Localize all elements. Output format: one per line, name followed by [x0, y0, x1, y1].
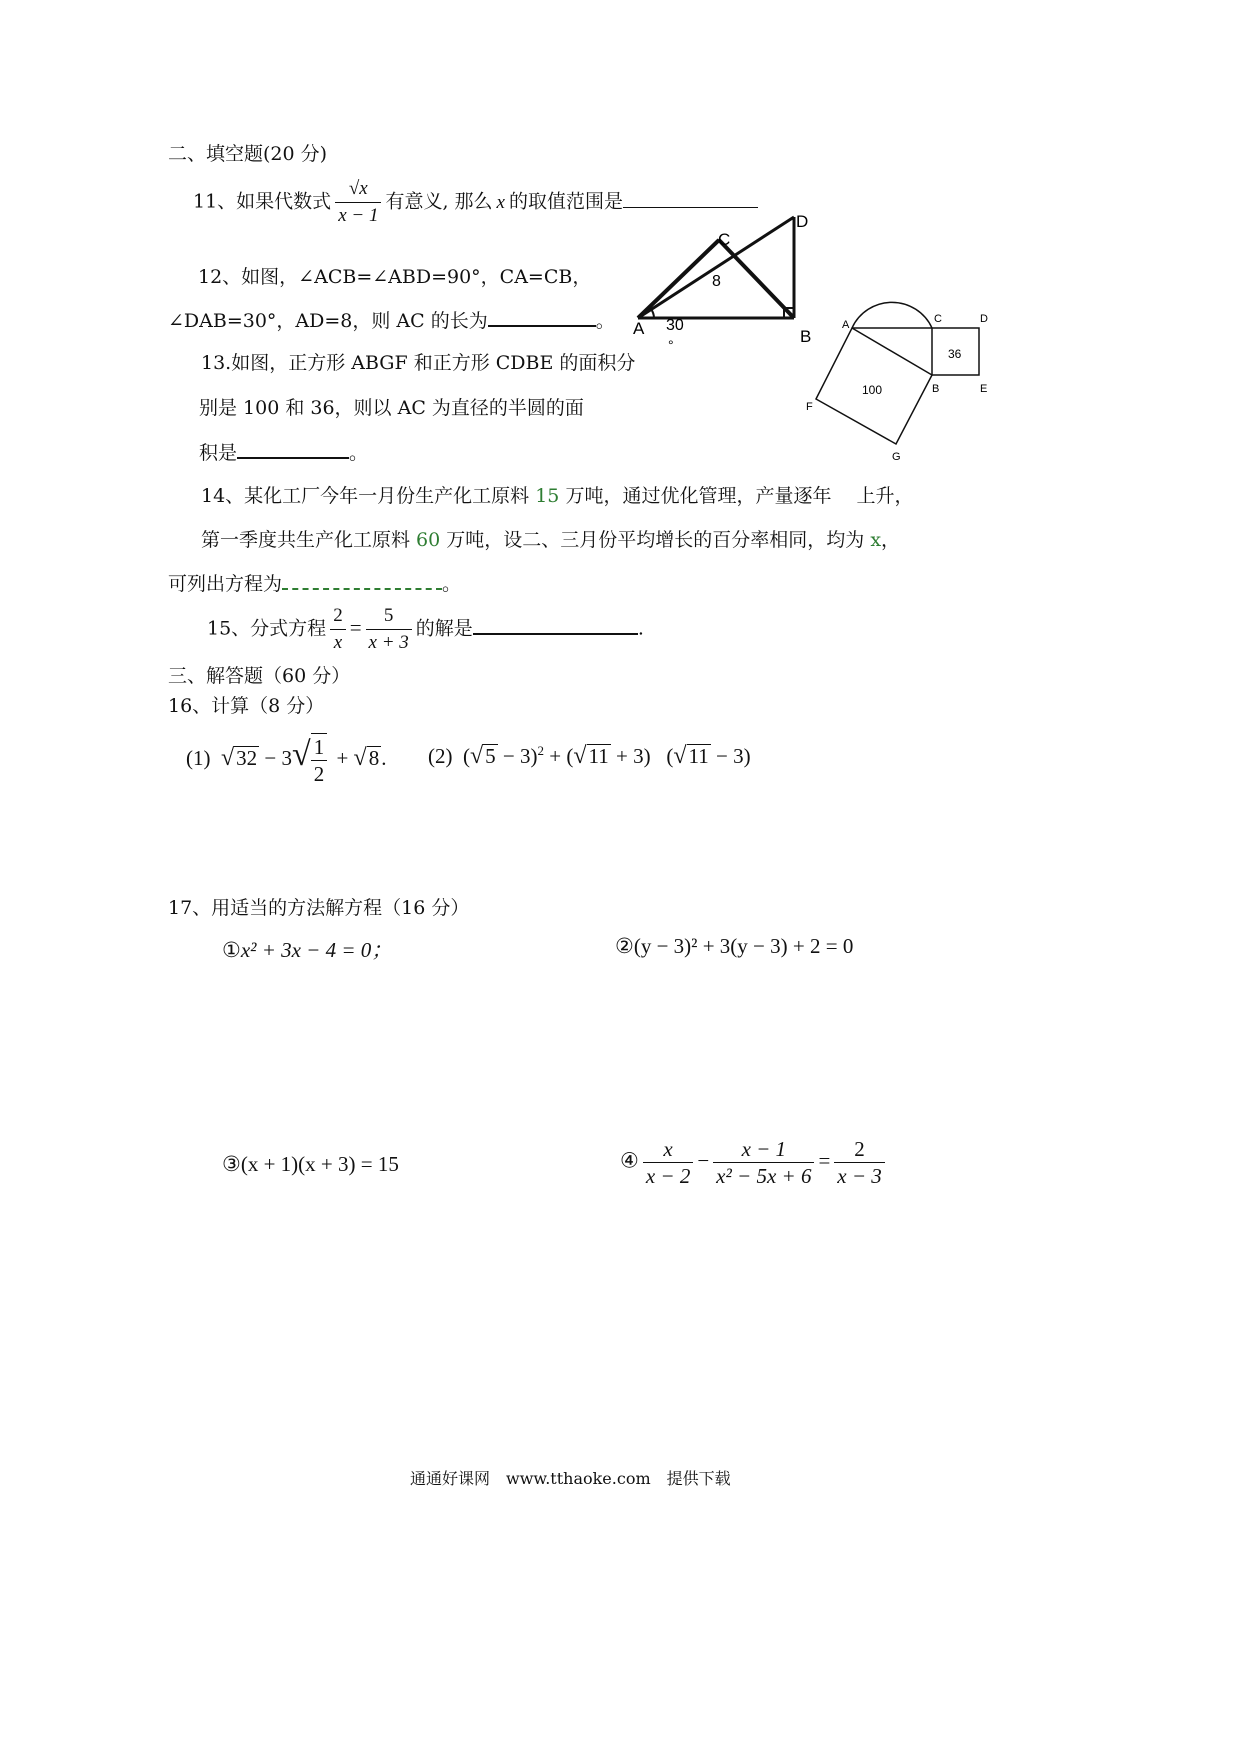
eq4-fraction-3: $\frac{2}{x - 3}$ — [834, 1136, 885, 1189]
q15-fraction-right: $\frac{5}{x + 3}$ — [366, 603, 412, 656]
section-3-title: 三、解答题（60 分） — [168, 665, 351, 687]
label-f: F — [806, 401, 813, 413]
radical-sign: √ — [470, 743, 484, 769]
radical-sign: √ — [221, 744, 235, 771]
q13-answer-blank[interactable] — [237, 439, 349, 459]
eq4-fraction-1: $\frac{x}{x - 2}$ — [643, 1136, 694, 1189]
q15-answer-blank[interactable] — [473, 615, 638, 635]
q13-line-1: 13.如图，正方形 ABGF 和正方形 CDBE 的面积分 — [201, 352, 636, 374]
q12-answer-blank[interactable] — [488, 307, 596, 327]
label-a: A — [842, 319, 850, 331]
q13-line-2: 别是 100 和 36，则以 AC 为直径的半圆的面 — [199, 397, 584, 419]
segment-ac — [638, 240, 719, 318]
q17-equation-4: ④ $\frac{x}{x - 2}$ − $\frac{x - 1}{\text{x² − 5x + 6}}$ = $\frac{2}{x - 3}$ — [620, 1136, 889, 1189]
q15-fraction-left: $\frac{2}{x}$ — [330, 603, 346, 656]
radical-sign: √ — [353, 744, 367, 771]
q16-part-2: (2) $(√5 - 3)^2 + (√11 + 3)$ (√11 − 3) — [428, 743, 751, 769]
q14-line-3: 可列出方程为 。 — [168, 569, 461, 596]
q11-fraction: $\frac{√x}{x - 1}$ — [335, 176, 381, 229]
label-length: 8 — [712, 273, 721, 290]
q11-variable: x — [496, 191, 505, 213]
label-c: C — [934, 313, 942, 325]
radical-sign: √ — [292, 735, 311, 773]
label-e: E — [980, 383, 988, 395]
label-c: C — [718, 230, 731, 249]
footer: 通通好课网 www.tthaoke.com 提供下载 — [410, 1469, 731, 1488]
q11-prefix: 11、如果代数式 — [193, 190, 332, 213]
label-d: D — [796, 212, 809, 231]
label-d: D — [980, 313, 988, 325]
q17-equation-1: ①x² + 3x − 4 = 0； — [222, 938, 393, 962]
q16-part-1: (1) √32 − 3√ $\frac{1}{2}$ + √8. — [186, 735, 387, 786]
q11-tail: 的取值范围是 — [508, 190, 623, 213]
radical-sign: √ — [673, 743, 687, 769]
label-area-100: 100 — [862, 383, 883, 397]
q16-fraction: $\frac{1}{2}$ — [311, 733, 328, 787]
label-g: G — [892, 451, 901, 463]
q16-title: 16、计算（8 分） — [168, 695, 325, 717]
q17-title: 17、用适当的方法解方程（16 分） — [168, 897, 470, 919]
eq4-fraction-2: $\frac{x - 1}{\text{x² − 5x + 6}}$ — [713, 1136, 814, 1189]
label-a: A — [633, 319, 645, 338]
q14-number-15: 15 — [535, 485, 560, 507]
q17-equation-2: ②(y − 3)² + 3(y − 3) + 2 = 0 — [615, 934, 854, 958]
segment-ad — [638, 217, 794, 318]
semicircle — [852, 302, 932, 328]
label-b: B — [800, 327, 812, 346]
q14-answer-blank[interactable] — [282, 570, 442, 590]
q13-squares-figure — [800, 300, 995, 465]
question-15: 15、分式方程 $\frac{2}{x}$ = $\frac{5}{x + 3}$ 的解是 . — [207, 603, 644, 656]
q11-suffix: 有意义, 那么 — [385, 190, 493, 213]
label-angle: 30 — [666, 317, 684, 334]
radical-sign: √ — [573, 743, 587, 769]
q12-triangle-figure — [628, 200, 828, 355]
q14-line-1: 14、某化工厂今年一月份生产化工原料 15 万吨，通过优化管理，产量逐年 上升， — [201, 485, 914, 507]
q12-line-1: 12、如图，∠ACB=∠ABD=90°，CA=CB， — [198, 266, 592, 288]
q13-line-3: 积是 。 — [199, 438, 368, 465]
label-degree: ° — [668, 337, 674, 353]
label-area-36: 36 — [948, 347, 962, 361]
q14-number-60: 60 — [416, 529, 441, 551]
label-b: B — [932, 383, 940, 395]
q17-equation-3: ③(x + 1)(x + 3) = 15 — [222, 1152, 399, 1176]
segment-cb — [719, 240, 794, 318]
q12-line-2: ∠DAB=30°，AD=8，则 AC 的长为 。 — [168, 306, 615, 333]
q14-line-2: 第一季度共生产化工原料 60 万吨，设二、三月份平均增长的百分率相同，均为 x， — [201, 529, 901, 551]
section-2-title: 二、填空题(20 分) — [168, 143, 328, 165]
q14-variable: x — [870, 529, 882, 551]
